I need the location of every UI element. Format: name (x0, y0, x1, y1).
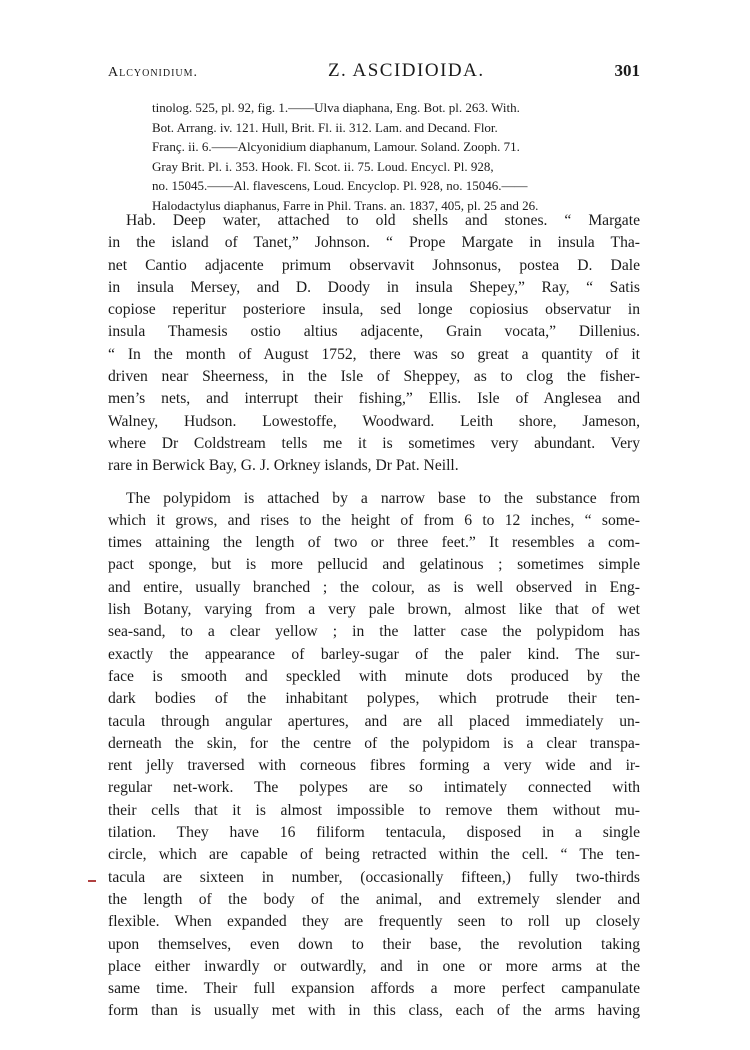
synonymy-line: no. 15045.——Al. flavescens, Loud. Encyclop. Pl. 928, no. 15046.—— (152, 178, 528, 194)
text-line: sea-sand, to a clear yellow ; in the latter case the polypidom has (108, 623, 640, 641)
synonymy-line: tinolog. 525, pl. 92, fig. 1.——Ulva diaphana, Eng. Bot. pl. 263. With. (152, 100, 520, 115)
text-line: “ In the month of August 1752, there was so great a quantity of it (108, 345, 640, 363)
text-line: net Cantio adjacente primum observavit Johnsonus, postea D. Dale (108, 256, 640, 274)
text-line: which it grows, and rises to the height of from 6 to 12 inches, “ some- (108, 511, 640, 529)
text-line: derneath the skin, for the centre of the polypidom is a clear transpa- (108, 734, 640, 752)
text-line: circle, which are capable of being retracted within the cell. “ The ten- (108, 846, 640, 864)
text-line: form than is usually met with in this class, each of the arms having (108, 1002, 640, 1020)
synonymy-block (152, 98, 640, 216)
text-line: face is smooth and speckled with minute dots produced by the (108, 667, 640, 685)
text-line: their cells that it is almost impossible to remove them without mu- (108, 801, 640, 819)
text-line: where Dr Coldstream tells me it is sometimes very abundant. Very (108, 434, 640, 452)
text-line: insula Thamesis ostio altius adjacente, Grain vocata,” Dillenius. (108, 323, 640, 341)
synonymy-line: Gray Brit. Pl. i. 353. Hook. Fl. Scot. ii. 75. Loud. Encycl. Pl. 928, (152, 158, 494, 174)
paragraph-gap (108, 478, 640, 488)
description-paragraph (108, 488, 640, 1023)
text-line: tilation. They have 16 filiform tentacula, disposed in a single (108, 824, 640, 842)
running-header (108, 60, 640, 84)
text-line: tacula are sixteen in number, (occasionally fifteen,) fully two-thirds (108, 868, 640, 886)
text-line: Hab. Deep water, attached to old shells and stones. “ Margate (126, 212, 640, 229)
text-line: pact sponge, but is more pellucid and gelatinous ; sometimes simple (108, 556, 640, 574)
text-line: place either inwardly or outwardly, and in one or more arms at the (108, 957, 640, 975)
text-line: regular net-work. The polypes are so intimately connected with (108, 779, 640, 797)
text-line: the length of the body of the animal, and extremely slender and (108, 890, 640, 908)
text-line: lish Botany, varying from a very pale brown, almost like that of wet (108, 601, 640, 619)
text-line: in the island of Tanet,” Johnson. “ Prope Margate in insula Tha- (108, 234, 640, 252)
text-line: same time. Their full expansion affords a more perfect campanulate (108, 980, 640, 998)
text-line: flexible. When expanded they are frequently seen to roll up closely (108, 913, 640, 931)
text-line: times attaining the length of two or three feet.” It resembles a com- (108, 534, 640, 552)
page-number: 301 (614, 61, 640, 80)
header-order: Z. ASCIDIOIDA. (327, 60, 485, 81)
synonymy-line: Franç. ii. 6.——Alcyonidium diaphanum, Lamour. Soland. Zooph. 71. (152, 139, 520, 155)
text-line: and entire, usually branched ; the colour, as is well observed in Eng- (108, 578, 640, 596)
text-line: men’s nets, and interrupt their fishing,” Ellis. Isle of Anglesea and (108, 390, 640, 408)
text-line: dark bodies of the inhabitant polypes, which protrude their ten- (108, 690, 640, 708)
text-line: exactly the appearance of barley-sugar of the paler kind. The sur- (108, 645, 640, 663)
synonymy-line: Halodactylus diaphanus, Farre in Phil. Trans. an. 1837, 405, pl. 25 and 26. (152, 197, 539, 213)
text-line: rare in Berwick Bay, G. J. Orkney islands, Dr Pat. Neill. (108, 457, 459, 475)
text-line: driven near Sheerness, in the Isle of Sheppey, as to clog the fisher- (108, 368, 640, 386)
text-line: The polypidom is attached by a narrow base to the substance from (126, 489, 640, 507)
main-text (108, 210, 640, 1023)
text-line: in insula Mersey, and D. Doody in insula Shepey,” Ray, “ Satis (108, 278, 640, 296)
text-line: rent jelly traversed with corneous fibres forming a very wide and ir- (108, 757, 640, 775)
text-line: tacula through angular apertures, and are all placed immediately un- (108, 712, 640, 730)
habitat-paragraph (108, 210, 640, 478)
header-genus: Alcyonidium. (108, 65, 199, 80)
synonymy-line: Bot. Arrang. iv. 121. Hull, Brit. Fl. ii. 312. Lam. and Decand. Flor. (152, 119, 498, 135)
margin-mark (88, 880, 96, 882)
text-line: upon themselves, even down to their base, the revolution taking (108, 935, 640, 953)
text-line: Walney, Hudson. Lowestoffe, Woodward. Leith shore, Jameson, (108, 412, 640, 430)
text-line: copiose reperitur posteriore insula, sed longe copiosius observatur in (108, 301, 640, 319)
